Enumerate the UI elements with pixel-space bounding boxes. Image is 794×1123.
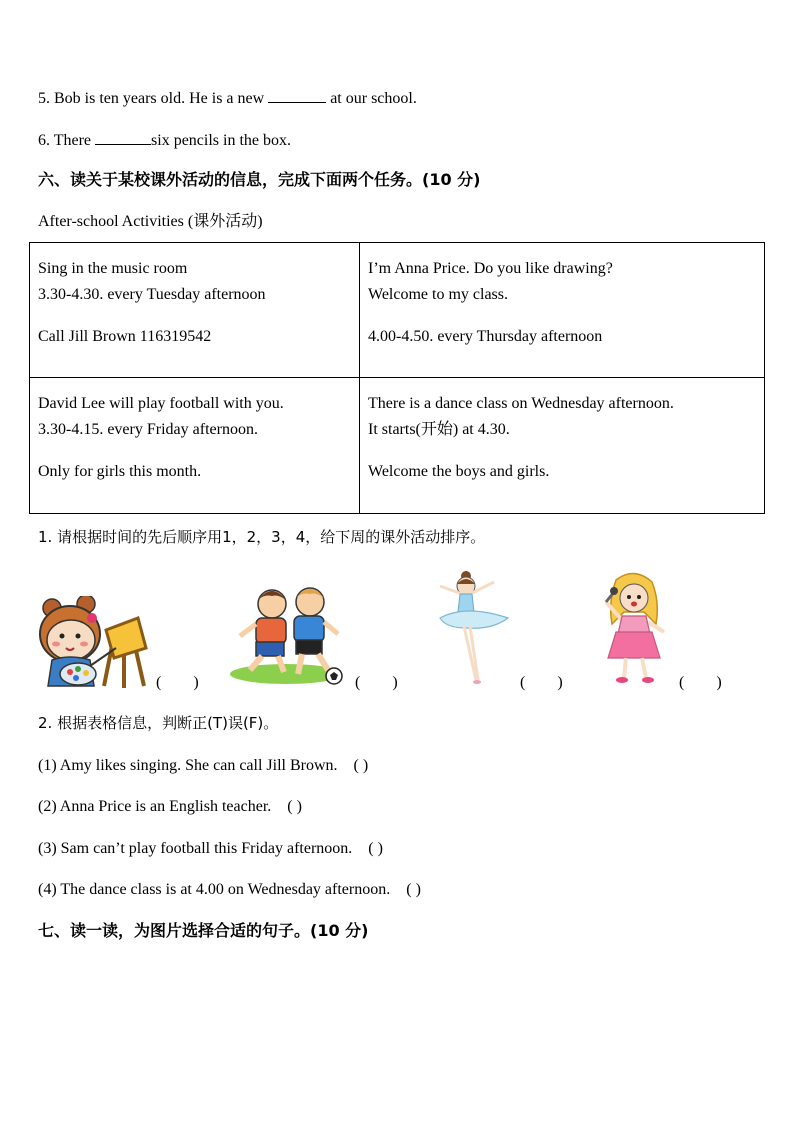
- cell-line: Sing in the music room: [38, 260, 188, 277]
- cell-line: Only for girls this month.: [38, 463, 202, 480]
- cell-line: There is a dance class on Wednesday afternoon.: [368, 395, 674, 412]
- statement-text: (3) Sam can’t play football this Friday afternoon.: [38, 840, 353, 857]
- order-bracket-singing[interactable]: ( ): [679, 674, 722, 691]
- statement-3: [38, 839, 383, 859]
- answer-bracket[interactable]: ( ): [406, 881, 421, 898]
- table-cell-football: [30, 378, 360, 514]
- answer-bracket[interactable]: ( ): [368, 840, 383, 857]
- order-bracket-dance[interactable]: ( ): [520, 674, 563, 691]
- cell-line: 3.30-4.15. every Friday afternoon.: [38, 421, 258, 438]
- task-2-instruction: 2. 根据表格信息，判断正(T)误(F)。: [38, 714, 279, 732]
- section-7-heading: 七、读一读，为图片选择合适的句子。(10 分): [38, 921, 369, 940]
- statement-text: (2) Anna Price is an English teacher.: [38, 798, 272, 815]
- question-6-blank[interactable]: [95, 130, 151, 145]
- table-cell-dance: [360, 378, 765, 514]
- football-boys-icon: [228, 584, 346, 688]
- singing-girl-icon: [594, 572, 672, 688]
- cell-line: It starts(开始) at 4.30.: [368, 421, 510, 438]
- order-bracket-drawing[interactable]: ( ): [156, 674, 199, 691]
- statement-text: (4) The dance class is at 4.00 on Wednesday afternoon.: [38, 881, 391, 898]
- activities-table: [29, 242, 765, 514]
- statement-4: [38, 880, 421, 900]
- statement-1: [38, 756, 368, 776]
- cell-line: David Lee will play football with you.: [38, 395, 284, 412]
- cell-line: 4.00-4.50. every Thursday afternoon: [368, 328, 603, 345]
- ballet-dancer-icon: [432, 570, 516, 686]
- question-5-blank[interactable]: [268, 88, 326, 103]
- question-5-after: at our school.: [326, 90, 417, 107]
- cell-line: 3.30-4.30. every Tuesday afternoon: [38, 286, 266, 303]
- table-cell-drawing: [360, 243, 765, 378]
- cell-line: I’m Anna Price. Do you like drawing?: [368, 260, 613, 277]
- section-6-heading: 六、读关于某校课外活动的信息，完成下面两个任务。(10 分): [38, 170, 481, 189]
- question-5: [38, 88, 417, 109]
- question-6-before: 6. There: [38, 132, 96, 149]
- cell-line: Welcome to my class.: [368, 286, 509, 303]
- table-cell-singing: [30, 243, 360, 378]
- cell-line: Welcome the boys and girls.: [368, 463, 550, 480]
- question-5-before: 5. Bob is ten years old. He is a new: [38, 90, 269, 107]
- question-6: [38, 130, 291, 151]
- table-title: After-school Activities (课外活动): [38, 213, 263, 230]
- statement-2: [38, 797, 302, 817]
- question-6-after: six pencils in the box.: [151, 132, 291, 149]
- answer-bracket[interactable]: ( ): [287, 798, 302, 815]
- table-row: [30, 378, 765, 514]
- order-bracket-football[interactable]: ( ): [355, 674, 398, 691]
- drawing-girl-icon: [34, 596, 150, 688]
- statement-text: (1) Amy likes singing. She can call Jill Brown.: [38, 757, 338, 774]
- cell-line: Call Jill Brown 116319542: [38, 328, 212, 345]
- table-row: [30, 243, 765, 378]
- answer-bracket[interactable]: ( ): [353, 757, 369, 774]
- task-1-instruction: 1. 请根据时间的先后顺序用1，2，3，4，给下周的课外活动排序。: [38, 528, 486, 546]
